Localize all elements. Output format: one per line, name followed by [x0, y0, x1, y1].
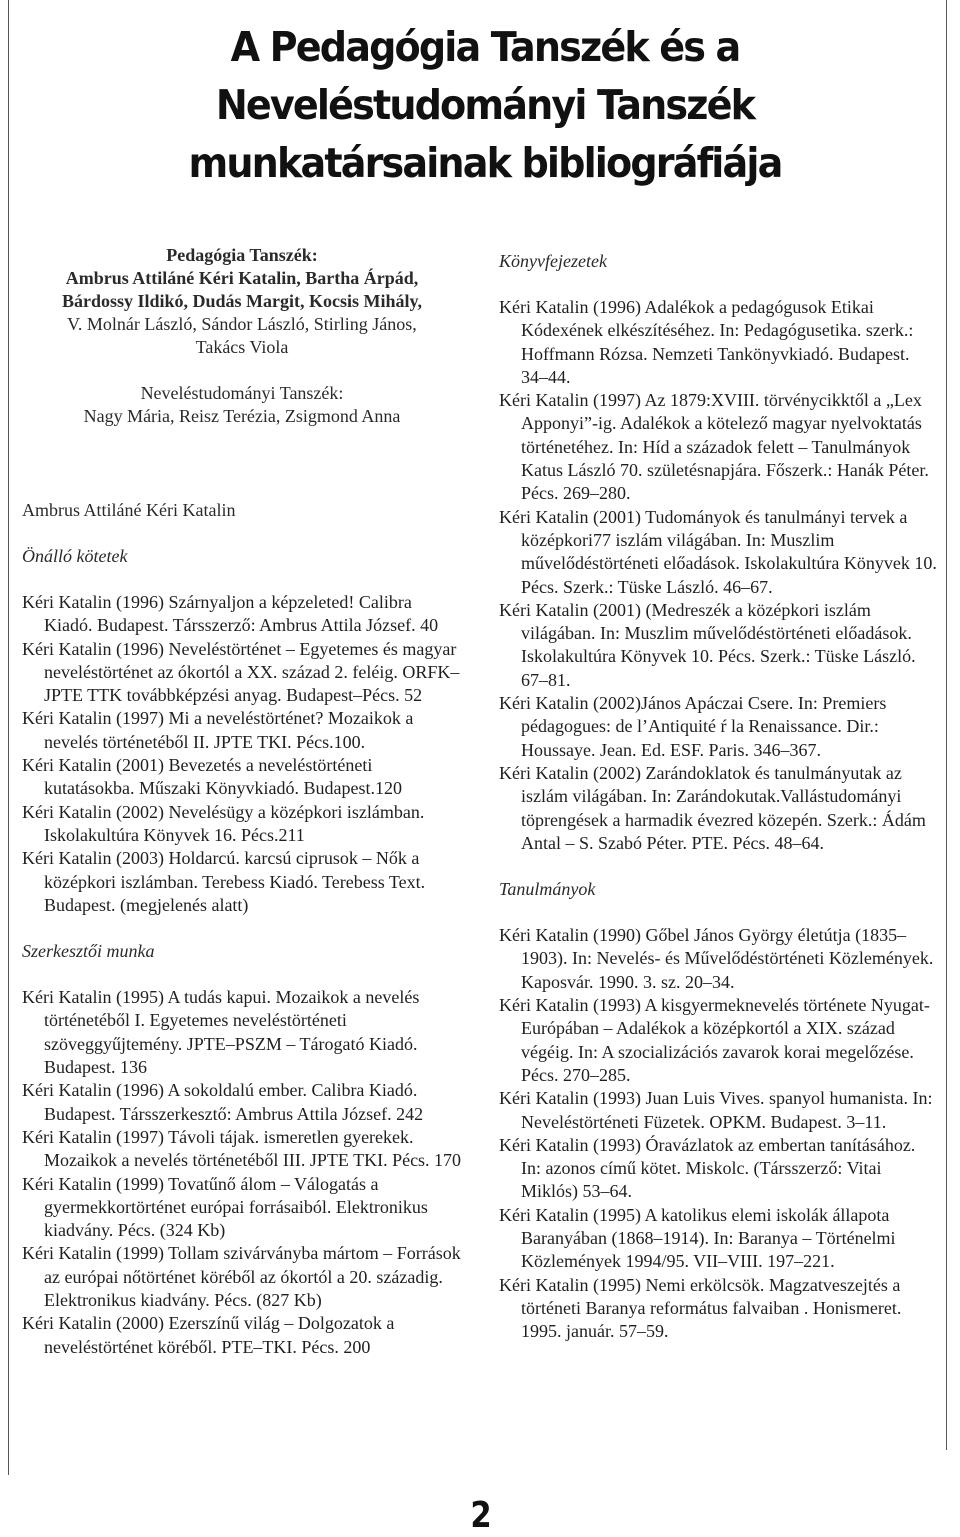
right-column — [499, 250, 939, 1343]
list-item: Kéri Katalin (1999) Tovatűnő álom – Válogatás a gyermekkortörténet európai forrásaiból. Elektronikus kiadvány. Pécs. (324 Kb) — [22, 1173, 428, 1241]
list-item: Kéri Katalin (1997) Mi a neveléstörténet? Mozaikok a nevelés történetéből II. JPTE TKI. Pécs.100. — [22, 708, 414, 752]
list-item: Kéri Katalin (1999) Tollam szivárványba mártom – Források az európai nőtörténet köréből az ókortól a 20. századig. Elektronikus kiadvány. Pécs. (827 Kb) — [22, 1243, 461, 1311]
list-item: Kéri Katalin (1993) Juan Luis Vives. spanyol humanista. In: Neveléstörténeti Füzetek. OPKM. Budapest. 3–11. — [499, 1088, 933, 1132]
nevelestudomanyi-members: Nagy Mária, Reisz Terézia, Zsigmond Anna — [83, 406, 401, 426]
list-item: Kéri Katalin (1990) Gőbel János György életútja (1835–1903). In: Nevelés- és Művelődéstörténeti Közlemények. Kaposvár. 1990. 3. sz. 20–34. — [499, 925, 934, 992]
right-margin-rule — [946, 0, 947, 1450]
list-item: Kéri Katalin (1995) A tudás kapui. Mozaikok a nevelés történetéből I. Egyetemes neveléstörténeti szöveggyűjtemény. JPTE–PSZM – Tárogató Kiadó. Budapest. 136 — [22, 987, 420, 1078]
list-item: Kéri Katalin (1995) A katolikus elemi iskolák állapota Baranyában (1868–1914). In: Baranya – Történelmi Közlemények 1994/95. VII–VIII. 197–221. — [499, 1204, 896, 1272]
title-line-1: A Pedagógia Tanszék és a — [230, 23, 740, 71]
page-title — [90, 18, 881, 192]
szerkesztoi-list — [22, 986, 462, 1359]
nevelestudomanyi-heading: Neveléstudományi Tanszék: — [140, 383, 344, 403]
list-item: Kéri Katalin (1993) Óravázlatok az embertan tanításához. In: azonos című kötet. Miskolc. (Társszerző: Vitai Miklós) 53–64. — [499, 1134, 916, 1202]
list-item: Kéri Katalin (2002) Nevelésügy a középkori iszlámban. Iskolakultúra Könyvek 16. Pécs.211 — [22, 801, 425, 845]
pedagogia-member-line: Bárdossy Ildikó, Dudás Margit, Kocsis Mihály, — [61, 291, 423, 311]
tanulmanyok-list — [499, 924, 939, 1343]
konyvfejezetek-list — [499, 296, 939, 855]
page-number: 2 — [470, 1495, 492, 1536]
section-heading-szerkesztoi: Szerkesztői munka — [22, 941, 155, 962]
pedagogia-member-line: V. Molnár László, Sándor László, Stirling János, — [67, 314, 417, 334]
left-column — [22, 244, 462, 1359]
left-margin-rule — [8, 0, 9, 1475]
list-item: Kéri Katalin (1997) Az 1879:XVIII. törvénycikktől a „Lex Apponyi”-ig. Adalékok a kötelező magyar nyelvoktatás történetéhez. In: Híd a századok felett – Tanulmányok Katus László 70. születésnapjára. Főszerk.: Hanák Péter. Pécs. 269–280. — [499, 390, 929, 504]
list-item: Kéri Katalin (1993) A kisgyermeknevelés története Nyugat-Európában – Adalékok a középkortól a XIX. század végéig. In: A szocializációs zavarok korai megelőzése. Pécs. 270–285. — [499, 995, 930, 1085]
staff-block — [22, 244, 462, 428]
list-item: Kéri Katalin (2001) (Medreszék a középkori iszlám világában. In: Muszlim művelődéstörténeti előadások. Iskolakultúra Könyvek 10. Pécs. Szerk.: Tüske László. 67–81. — [499, 599, 916, 690]
list-item: Kéri Katalin (2001) Bevezetés a neveléstörténeti kutatásokba. Műszaki Könyvkiadó. Budapest.120 — [22, 755, 402, 799]
title-line-3: munkatársainak bibliográfiája — [188, 139, 782, 187]
title-line-2: Neveléstudományi Tanszék — [215, 81, 755, 129]
list-item: Kéri Katalin (2000) Ezerszínű világ – Dolgozatok a neveléstörténet köréből. PTE–TKI. Pécs. 200 — [22, 1313, 395, 1357]
list-item: Kéri Katalin (1996) Neveléstörténet – Egyetemes és magyar neveléstörténet az ókortól a XX. század 2. feléig. ORFK–JPTE TTK továbbképzési anyag. Budapest–Pécs. 52 — [22, 638, 460, 706]
list-item: Kéri Katalin (1996) Adalékok a pedagógusok Etikai Kódexének elkészítéséhez. In: Pedagógusetika. szerk.: Hoffmann Rózsa. Nemzeti Tankönyvkiadó. Budapest. 34–44. — [499, 297, 914, 387]
section-heading-konyvfejezetek: Könyvfejezetek — [499, 251, 607, 271]
list-item: Kéri Katalin (1995) Nemi erkölcsök. Magzatveszejtés a történeti Baranya református falvaiban . Honismeret. 1995. január. 57–59. — [499, 1274, 902, 1342]
list-item: Kéri Katalin (1996) A sokoldalú ember. Calibra Kiadó. Budapest. Társszerkesztő: Ambrus Attila József. 242 — [22, 1080, 424, 1124]
list-item: Kéri Katalin (2003) Holdarcú. karcsú ciprusok – Nők a középkori iszlámban. Terebess Kiadó. Terebess Text. Budapest. (megjelenés alatt) — [22, 848, 426, 915]
list-item: Kéri Katalin (2002) Zarándoklatok és tanulmányutak az iszlám világában. In: Zarándokutak.Vallástudományi töprengések a harmadik évezred közepén. Szerk.: Ádám Antal – S. Szabó Péter. PTE. Pécs. 48–64. — [499, 762, 926, 853]
list-item: Kéri Katalin (2001) Tudományok és tanulmányi tervek a középkori77 iszlám világában. In: Muszlim művelődéstörténeti előadások. Iskolakultúra Könyvek 10. Pécs. Szerk.: Tüske László. 46–67. — [499, 506, 937, 597]
section-heading-tanulmanyok: Tanulmányok — [499, 879, 596, 900]
author-name: Ambrus Attiláné Kéri Katalin — [22, 500, 236, 520]
onallo-list — [22, 591, 462, 917]
pedagogia-heading: Pedagógia Tanszék: — [166, 245, 318, 265]
pedagogia-member-line: Ambrus Attiláné Kéri Katalin, Bartha Árpád, — [65, 268, 419, 288]
section-heading-onallo: Önálló kötetek — [22, 546, 128, 566]
pedagogia-member-line: Takács Viola — [195, 337, 289, 357]
list-item: Kéri Katalin (2002)János Apáczai Csere. In: Premiers pédagogues: de l’Antiquité ŕ la Renaissance. Dir.: Houssaye. Jean. Ed. ESF. Paris. 346–367. — [499, 693, 887, 760]
list-item: Kéri Katalin (1996) Szárnyaljon a képzeleted! Calibra Kiadó. Budapest. Társszerző: Ambrus Attila József. 40 — [22, 592, 439, 636]
list-item: Kéri Katalin (1997) Távoli tájak. ismeretlen gyerekek. Mozaikok a nevelés történetéből III. JPTE TKI. Pécs. 170 — [22, 1126, 462, 1171]
